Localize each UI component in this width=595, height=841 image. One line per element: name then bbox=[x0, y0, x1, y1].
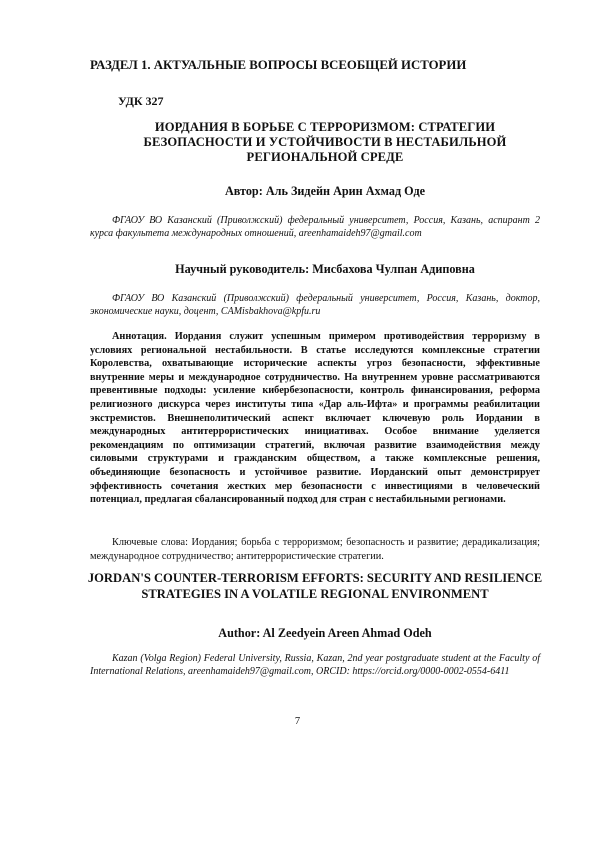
abstract-ru: Аннотация. Иордания служит успешным примером противодействия терроризму в условиях региональной нестабильности. В статье исследуются комплексные стратегии Королевства, охватывающие исторические аспекты угроз безопасности, эффективные внутренние меры и международное сотрудничество. На внутреннем уровне рассматриваются превентивные подходы: усиление кибербезопасности, контроль финансирования, реформа религиозного дискурса через институты типа «Дар аль-Ифта» и программы реабилитации экстремистов. Внешнеполитический аспект включает ключевую роль Иордании в международных антитеррористических инициативах. Особое внимание уделяется рекомендациям по оптимизации стратегий, включая развитие взаимодействия между силовыми структурами и гражданским обществом, а также комплексные решения, объединяющие безопасность и устойчивое развитие. Иорданский опыт демонстрирует эффективность сочетания жестких мер безопасности с инвестициями в человеческий потенциал, предлагая сбалансированный подход для стран с нестабильными регионами. bbox=[90, 331, 540, 506]
udk-code: УДК 327 bbox=[118, 94, 164, 108]
author-ru: Автор: Аль Зидейн Арин Ахмад Оде bbox=[224, 184, 426, 198]
article-title-ru: ИОРДАНИЯ В БОРЬБЕ С ТЕРРОРИЗМОМ: СТРАТЕГИИ БЕЗОПАСНОСТИ И УСТОЙЧИВОСТИ В НЕСТАБИЛЬНОЙ РЕГИОНАЛЬНОЙ СРЕДЕ bbox=[143, 120, 507, 164]
keywords-ru: Ключевые слова: Иордания; борьба с терроризмом; безопасность и развитие; дерадикализация; международное сотрудничество; антитеррористические стратегии. bbox=[90, 537, 540, 562]
article-title-en: JORDAN'S COUNTER-TERRORISM EFFORTS: SECURITY AND RESILIENCE STRATEGIES IN A VOLATILE REGIONAL ENVIRONMENT bbox=[87, 571, 543, 601]
section-heading: РАЗДЕЛ 1. АКТУАЛЬНЫЕ ВОПРОСЫ ВСЕОБЩЕЙ ИСТОРИИ bbox=[90, 58, 467, 72]
supervisor-affiliation-ru: ФГАОУ ВО Казанский (Приволжский) федеральный университет, Россия, Казань, доктор, экономические науки, доцент, CAMisbakhova@kpfu.ru bbox=[90, 293, 540, 317]
supervisor-ru: Научный руководитель: Мисбахова Чулпан Адиповна bbox=[175, 262, 475, 276]
author-affiliation-ru: ФГАОУ ВО Казанский (Приволжский) федеральный университет, Россия, Казань, аспирант 2 курса факультета международных отношений, areenhamaideh97@gmail.com bbox=[90, 215, 540, 239]
author-en: Author: Al Zeedyein Areen Ahmad Odeh bbox=[218, 626, 432, 640]
author-affiliation-en: Kazan (Volga Region) Federal University, Russia, Kazan, 2nd year postgraduate student at the Faculty of International Relations, areenhamaideh97@gmail.com, ORCID: https://orcid.org/0000-0002-0554-6411 bbox=[90, 653, 540, 677]
page-number: 7 bbox=[294, 716, 301, 727]
